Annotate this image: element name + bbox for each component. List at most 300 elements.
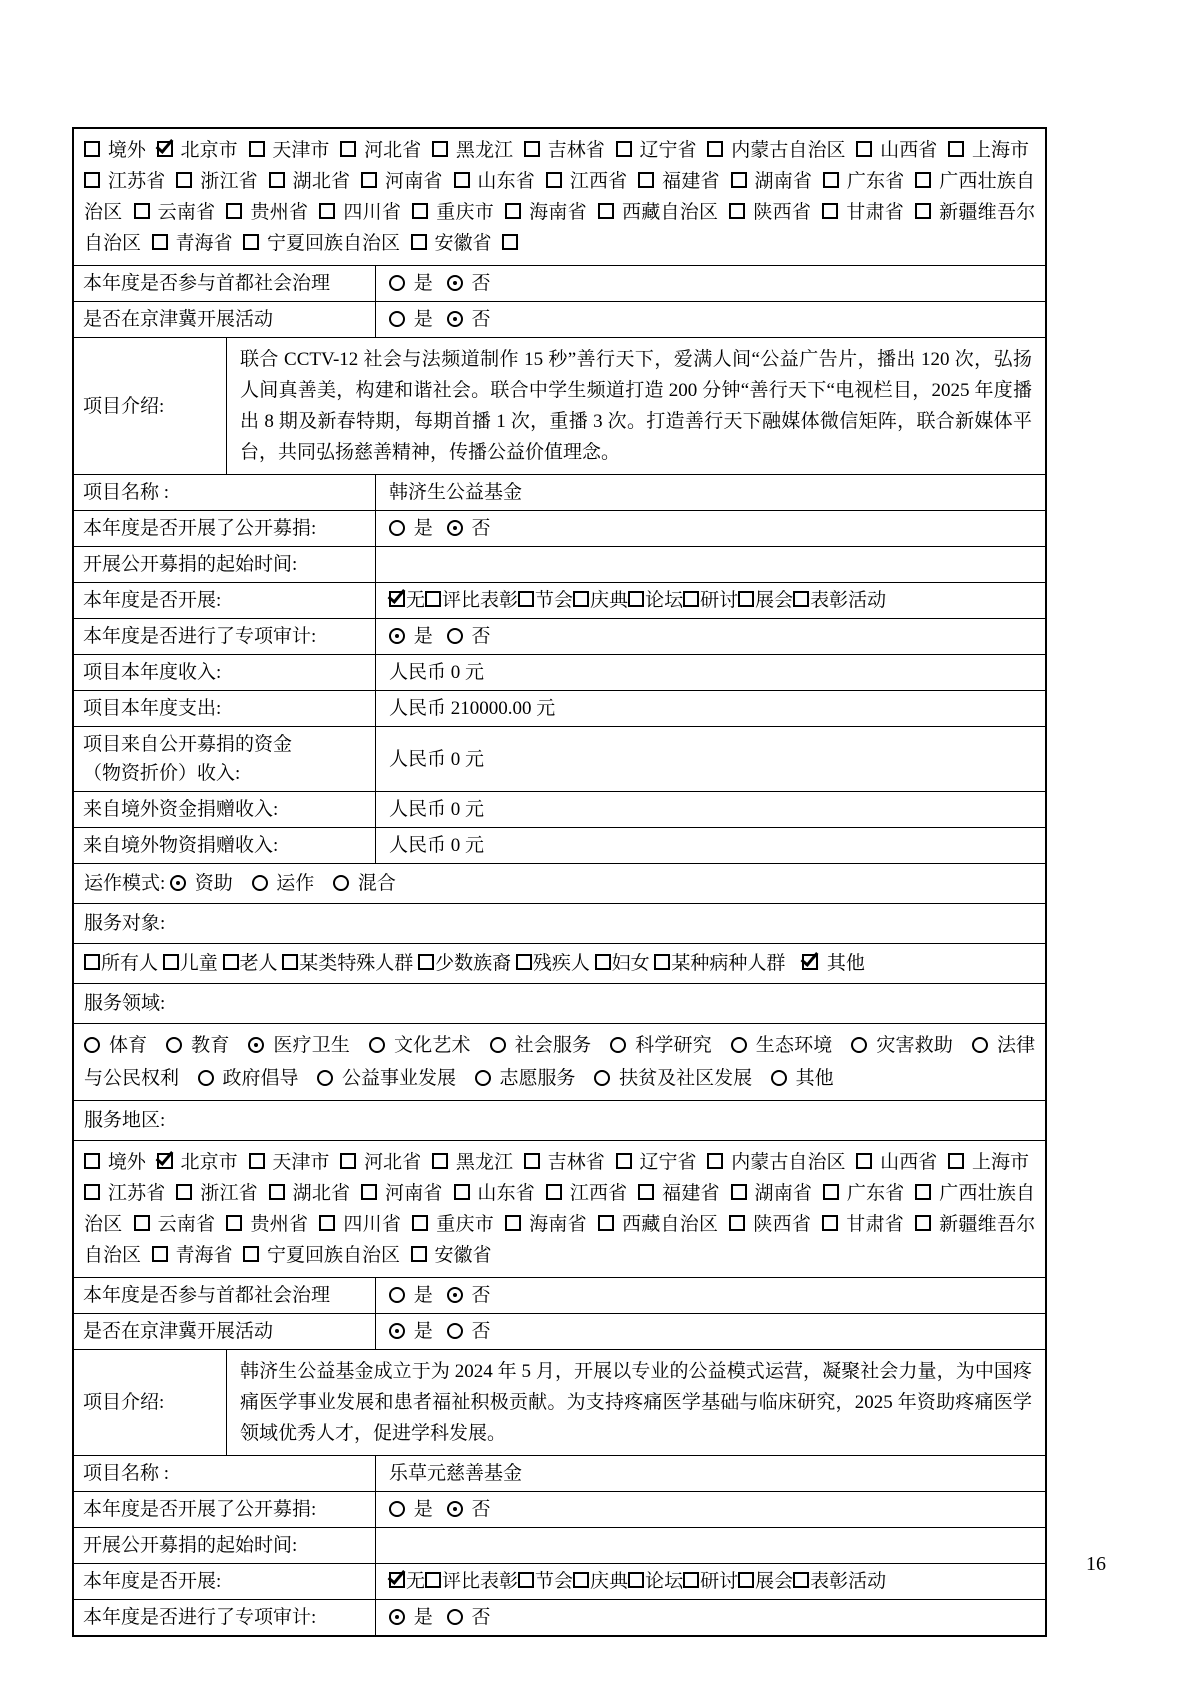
checkbox-icon — [84, 954, 100, 970]
value-cell — [376, 266, 1045, 301]
row-content — [74, 129, 1045, 265]
option-label: 研讨 — [700, 1571, 739, 1592]
checkbox-option — [595, 953, 650, 974]
checkbox-icon — [856, 141, 872, 157]
option-label: 否 — [471, 309, 491, 330]
radio-icon — [972, 1037, 988, 1053]
radio-option — [389, 305, 433, 334]
checkbox-option — [505, 202, 587, 223]
checkbox-option — [707, 1152, 845, 1173]
option-label: 陕西省 — [753, 202, 812, 223]
row-content — [74, 1024, 1045, 1100]
checkbox-option — [157, 140, 238, 161]
checkbox-option — [319, 202, 401, 223]
checkbox-option — [518, 586, 573, 615]
checkbox-option — [516, 953, 590, 974]
service-field-options — [74, 1023, 1045, 1100]
checkbox-icon — [223, 954, 239, 970]
option-label: 是 — [413, 273, 433, 294]
checkbox-icon — [319, 203, 335, 219]
radio-selected-icon — [447, 1287, 463, 1303]
checkbox-option — [425, 586, 518, 615]
option-label: 否 — [471, 1499, 491, 1520]
radio-selected-icon — [170, 875, 186, 891]
page-number: 16 — [1086, 1553, 1106, 1575]
checkbox-option — [822, 1214, 904, 1235]
checkbox-icon — [518, 1572, 534, 1588]
row-label: 本年度是否开展了公开募捐: — [83, 518, 317, 539]
checkbox-icon — [163, 954, 179, 970]
radio-icon — [447, 1609, 463, 1625]
row-label: 开展公开募捐的起始时间: — [83, 1535, 298, 1556]
radio-option — [389, 1281, 433, 1310]
public-fundraising-question-2 — [74, 1491, 1045, 1527]
checkbox-option — [176, 1183, 257, 1204]
radio-icon — [317, 1070, 333, 1086]
option-label: 宁夏回族自治区 — [267, 233, 401, 254]
radio-icon — [389, 1287, 405, 1303]
checkbox-option — [573, 586, 628, 615]
row-label: 本年度是否参与首都社会治理 — [83, 273, 331, 294]
checkbox-icon — [823, 172, 839, 188]
option-label: 是 — [413, 1321, 433, 1342]
option-label: 黑龙江 — [455, 1152, 514, 1173]
special-audit-question-2 — [74, 1599, 1045, 1635]
option-label: 其他 — [826, 953, 865, 974]
radio-option — [447, 514, 491, 543]
option-label: 湖北省 — [292, 1183, 351, 1204]
option-label: 教育 — [191, 1035, 230, 1056]
project-intro-2 — [74, 1349, 1045, 1455]
option-label: 西藏自治区 — [621, 1214, 719, 1235]
radio-option — [447, 305, 491, 334]
radio-option — [447, 1603, 491, 1632]
checkbox-icon — [361, 1184, 377, 1200]
option-label: 广东省 — [846, 171, 905, 192]
checkbox-icon — [948, 1153, 964, 1169]
radio-option — [166, 1035, 229, 1056]
option-label: 评比表彰 — [442, 590, 519, 611]
checkbox-option — [856, 140, 937, 161]
option-label: 辽宁省 — [639, 1152, 697, 1173]
radio-icon — [731, 1037, 747, 1053]
option-label: 吉林省 — [547, 1152, 605, 1173]
option-label: 浙江省 — [200, 1183, 258, 1204]
label-cell — [74, 302, 376, 337]
row-label: 服务对象: — [84, 913, 166, 934]
value-cell — [376, 547, 1045, 582]
label-cell — [74, 475, 376, 510]
option-label: 广西壮族自治区 — [84, 171, 1035, 223]
checkbox-icon — [598, 1215, 614, 1231]
value-cell — [376, 1564, 1045, 1599]
radio-option — [490, 1035, 592, 1056]
checkbox-option — [243, 233, 400, 254]
option-label: 山西省 — [880, 140, 938, 161]
option-label: 山东省 — [477, 1183, 535, 1204]
option-label: 湖南省 — [754, 171, 813, 192]
checkbox-icon — [524, 141, 540, 157]
checkbox-option — [729, 202, 811, 223]
checkbox-icon — [152, 1246, 168, 1262]
radio-option — [447, 622, 491, 651]
label-cell — [74, 583, 376, 618]
radio-option — [594, 1068, 752, 1089]
row-label: 项目本年度支出: — [83, 698, 222, 719]
checkbox-icon — [319, 1215, 335, 1231]
radio-option — [389, 514, 433, 543]
overseas-fund-donation-income — [74, 791, 1045, 827]
radio-option — [84, 1035, 147, 1056]
value-cell — [376, 1528, 1045, 1563]
radio-icon — [610, 1037, 626, 1053]
checkbox-icon — [432, 1153, 448, 1169]
option-label: 浙江省 — [200, 171, 258, 192]
option-label: 所有人 — [101, 953, 159, 974]
radio-selected-icon — [248, 1037, 264, 1053]
form-table — [72, 127, 1047, 1637]
checkbox-option — [249, 140, 330, 161]
checkbox-option — [163, 953, 218, 974]
checkbox-icon — [628, 591, 644, 607]
value-cell — [376, 1314, 1045, 1349]
option-label: 江西省 — [569, 171, 628, 192]
activities-held-question-2 — [74, 1563, 1045, 1599]
checkbox-option — [226, 1214, 308, 1235]
option-label: 江苏省 — [107, 171, 166, 192]
checkbox-icon — [152, 234, 168, 250]
checkbox-option — [249, 1152, 330, 1173]
checkbox-option — [948, 1152, 1029, 1173]
checkbox-icon — [598, 203, 614, 219]
checkbox-checked-icon — [802, 954, 818, 970]
option-label: 山东省 — [477, 171, 535, 192]
checkbox-icon — [948, 141, 964, 157]
checkbox-option — [731, 1183, 812, 1204]
checkbox-option — [411, 233, 492, 254]
option-label: 表彰活动 — [810, 590, 887, 611]
option-label: 文化艺术 — [394, 1035, 471, 1056]
value-cell — [376, 475, 1045, 510]
value-cell — [227, 338, 1045, 474]
checkbox-option — [823, 1183, 904, 1204]
checkbox-checked-icon — [157, 1153, 173, 1169]
checkbox-option — [389, 586, 425, 615]
checkbox-option — [823, 171, 904, 192]
option-label: 天津市 — [272, 1152, 330, 1173]
option-label: 云南省 — [157, 1214, 216, 1235]
option-label: 某类特殊人群 — [299, 953, 414, 974]
option-label: 灾害救助 — [876, 1035, 954, 1056]
option-label: 重庆市 — [436, 1214, 495, 1235]
row-content — [74, 1141, 1045, 1277]
checkbox-option — [856, 1152, 937, 1173]
checkbox-option — [152, 233, 233, 254]
label-cell — [74, 266, 376, 301]
checkbox-icon — [683, 1572, 699, 1588]
service-regions-checklist-1 — [74, 129, 1045, 265]
option-label: 否 — [471, 518, 491, 539]
row-label: 项目名称 : — [83, 1463, 170, 1484]
checkbox-icon — [249, 141, 265, 157]
radio-option — [771, 1068, 834, 1089]
label-cell — [74, 1564, 376, 1599]
option-label: 否 — [471, 273, 491, 294]
checkbox-option — [84, 1152, 146, 1173]
checkbox-icon — [915, 203, 931, 219]
checkbox-option — [616, 1152, 697, 1173]
radio-option — [389, 1603, 433, 1632]
checkbox-icon — [628, 1572, 644, 1588]
value-text: 人民币 0 元 — [389, 748, 485, 770]
value-cell — [376, 1600, 1045, 1635]
option-label: 青海省 — [175, 233, 233, 254]
radio-icon — [490, 1037, 506, 1053]
radio-selected-icon — [389, 1609, 405, 1625]
option-label: 海南省 — [529, 1214, 587, 1235]
checkbox-icon — [915, 172, 931, 188]
checkbox-icon — [269, 172, 285, 188]
value-text: 人民币 210000.00 元 — [389, 698, 556, 719]
public-fundraising-question-1 — [74, 510, 1045, 546]
checkbox-option — [524, 1152, 605, 1173]
radio-icon — [389, 311, 405, 327]
radio-icon — [447, 1323, 463, 1339]
checkbox-icon — [84, 1184, 100, 1200]
checkbox-option — [638, 1183, 719, 1204]
row-label: 本年度是否开展了公开募捐: — [83, 1499, 317, 1520]
label-cell — [74, 1278, 376, 1313]
row-label: 服务领域: — [84, 993, 166, 1014]
checkbox-option — [223, 953, 278, 974]
service-target-options — [74, 943, 1045, 983]
option-label: 贵州省 — [250, 1214, 309, 1235]
checkbox-option — [361, 1183, 442, 1204]
radio-selected-icon — [447, 1501, 463, 1517]
checkbox-option — [546, 1183, 627, 1204]
row-label: 项目名称 : — [83, 482, 170, 503]
option-label: 河南省 — [385, 171, 443, 192]
checkbox-option — [134, 1214, 216, 1235]
option-label: 西藏自治区 — [621, 202, 719, 223]
checkbox-icon — [822, 1215, 838, 1231]
checkbox-icon — [361, 172, 377, 188]
option-label: 节会 — [535, 590, 574, 611]
option-label: 云南省 — [157, 202, 216, 223]
option-label: 是 — [413, 1285, 433, 1306]
option-label: 四川省 — [343, 202, 402, 223]
checkbox-icon — [595, 954, 611, 970]
checkbox-option — [683, 586, 738, 615]
option-label: 某种病种人群 — [671, 953, 786, 974]
label-cell — [74, 1314, 376, 1349]
option-label: 妇女 — [611, 953, 650, 974]
value-cell — [376, 691, 1045, 726]
checkbox-option — [454, 171, 535, 192]
option-label: 庆典 — [590, 1571, 629, 1592]
option-label: 辽宁省 — [639, 140, 697, 161]
option-label: 北京市 — [180, 1152, 238, 1173]
option-label: 展会 — [755, 1571, 794, 1592]
value-cell — [376, 1456, 1045, 1491]
checkbox-option — [616, 140, 697, 161]
value-text: 人民币 0 元 — [389, 799, 485, 820]
project-name-1 — [74, 474, 1045, 510]
row-label: 本年度是否开展: — [83, 590, 222, 611]
radio-option — [447, 1495, 491, 1524]
option-label: 湖北省 — [292, 171, 351, 192]
checkbox-icon — [915, 1215, 931, 1231]
checkbox-option — [340, 140, 421, 161]
option-label: 是 — [413, 1499, 433, 1520]
option-label: 北京市 — [180, 140, 238, 161]
value-cell — [376, 828, 1045, 863]
option-label: 少数族裔 — [435, 953, 512, 974]
checkbox-icon — [340, 1153, 356, 1169]
option-label: 广东省 — [846, 1183, 905, 1204]
option-label: 否 — [471, 1607, 491, 1628]
value-cell — [376, 1492, 1045, 1527]
special-audit-question-1 — [74, 618, 1045, 654]
checkbox-option — [243, 1245, 400, 1266]
checkbox-icon — [524, 1153, 540, 1169]
option-label: 政府倡导 — [222, 1068, 299, 1089]
row-label: 来自境外资金捐赠收入: — [83, 799, 279, 820]
option-label: 海南省 — [529, 202, 587, 223]
checkbox-option — [84, 171, 165, 192]
option-label: 论坛 — [645, 1571, 684, 1592]
option-label: 法律与公民权利 — [84, 1035, 1036, 1089]
checkbox-option — [361, 171, 442, 192]
radio-option — [447, 1281, 491, 1310]
label-cell — [74, 1528, 376, 1563]
checkbox-icon — [505, 203, 521, 219]
checkbox-option — [573, 1567, 628, 1596]
jingjinji-activity-question-1 — [74, 301, 1045, 337]
checkbox-option — [502, 233, 526, 254]
radio-option — [317, 1068, 456, 1089]
option-label: 安徽省 — [434, 233, 492, 254]
option-label: 否 — [471, 626, 491, 647]
option-label: 陕西省 — [753, 1214, 812, 1235]
option-label: 运作 — [276, 873, 315, 894]
overseas-material-donation-income — [74, 827, 1045, 863]
service-field-label — [74, 983, 1045, 1023]
option-label: 甘肃省 — [846, 1214, 905, 1235]
checkbox-icon — [573, 1572, 589, 1588]
checkbox-icon — [176, 172, 192, 188]
checkbox-icon — [915, 1184, 931, 1200]
option-label: 无 — [406, 1571, 426, 1592]
radio-icon — [475, 1070, 491, 1086]
checkbox-icon — [425, 1572, 441, 1588]
radio-icon — [447, 628, 463, 644]
checkbox-option — [729, 1214, 811, 1235]
option-label: 新疆维吾尔自治区 — [84, 202, 1036, 254]
checkbox-option — [84, 140, 146, 161]
radio-option — [731, 1035, 833, 1056]
checkbox-option — [518, 1567, 573, 1596]
radio-option — [475, 1068, 576, 1089]
value-cell — [376, 583, 1045, 618]
radio-selected-icon — [447, 275, 463, 291]
label-cell — [74, 619, 376, 654]
label-cell — [74, 655, 376, 690]
checkbox-option — [412, 1214, 494, 1235]
checkbox-icon — [84, 141, 100, 157]
intro-text: 联合 CCTV-12 社会与法频道制作 15 秒”善行天下，爱满人间“公益广告片，播出 120 次，弘扬人间真善美，构建和谐社会。联合中学生频道打造 200 分钟“善行天下“电视栏目，2025 年度播出 8 期及新春特期，每期首播 1 次，重播 3 次。打造善行天下融媒体微信矩阵，联合新媒体平台，共同弘扬慈善精神，传播公益价值理念。 — [240, 349, 1032, 463]
checkbox-option — [822, 202, 904, 223]
checkbox-option — [731, 171, 812, 192]
checkbox-icon — [546, 1184, 562, 1200]
checkbox-checked-icon — [157, 141, 173, 157]
option-label: 扶贫及社区发展 — [619, 1068, 753, 1089]
option-label: 是 — [413, 518, 433, 539]
option-label: 否 — [471, 1321, 491, 1342]
radio-selected-icon — [447, 520, 463, 536]
option-label: 河北省 — [364, 1152, 422, 1173]
checkbox-icon — [638, 172, 654, 188]
option-label: 甘肃省 — [846, 202, 905, 223]
row-content — [74, 904, 1045, 943]
value-cell — [376, 792, 1045, 827]
checkbox-icon — [516, 954, 532, 970]
checkbox-option — [282, 953, 413, 974]
radio-option — [851, 1035, 953, 1056]
checkbox-icon — [856, 1153, 872, 1169]
checkbox-icon — [707, 1153, 723, 1169]
checkbox-icon — [249, 1153, 265, 1169]
checkbox-option — [505, 1214, 587, 1235]
option-label: 内蒙古自治区 — [731, 1152, 846, 1173]
option-label: 残疾人 — [532, 953, 590, 974]
checkbox-option — [638, 171, 719, 192]
row-content — [74, 984, 1045, 1023]
checkbox-option — [134, 202, 216, 223]
row-label: 来自境外物资捐赠收入: — [83, 835, 279, 856]
option-label: 评比表彰 — [442, 1571, 519, 1592]
radio-icon — [166, 1037, 182, 1053]
checkbox-option — [157, 1152, 238, 1173]
checkbox-icon — [243, 1246, 259, 1262]
checkbox-icon — [729, 203, 745, 219]
checkbox-icon — [134, 1215, 150, 1231]
radio-option — [447, 269, 491, 298]
option-label: 福建省 — [662, 171, 720, 192]
label-cell — [74, 1492, 376, 1527]
radio-icon — [333, 875, 349, 891]
project-annual-expenditure — [74, 690, 1045, 726]
option-label: 社会服务 — [514, 1035, 592, 1056]
checkbox-option — [454, 1183, 535, 1204]
checkbox-icon — [654, 954, 670, 970]
option-label: 是 — [413, 1607, 433, 1628]
row-label: 本年度是否进行了专项审计: — [83, 1607, 317, 1628]
checkbox-icon — [425, 591, 441, 607]
capital-governance-question-1 — [74, 265, 1045, 301]
option-label: 庆典 — [590, 590, 629, 611]
option-label: 体育 — [108, 1035, 148, 1056]
checkbox-option — [84, 953, 158, 974]
option-label: 儿童 — [179, 953, 218, 974]
operation-mode — [74, 863, 1045, 903]
value-cell — [376, 655, 1045, 690]
project-name-2 — [74, 1455, 1045, 1491]
row-label: 项目本年度收入: — [83, 662, 222, 683]
radio-option — [610, 1035, 712, 1056]
option-label: 医疗卫生 — [273, 1035, 351, 1056]
checkbox-icon — [432, 141, 448, 157]
